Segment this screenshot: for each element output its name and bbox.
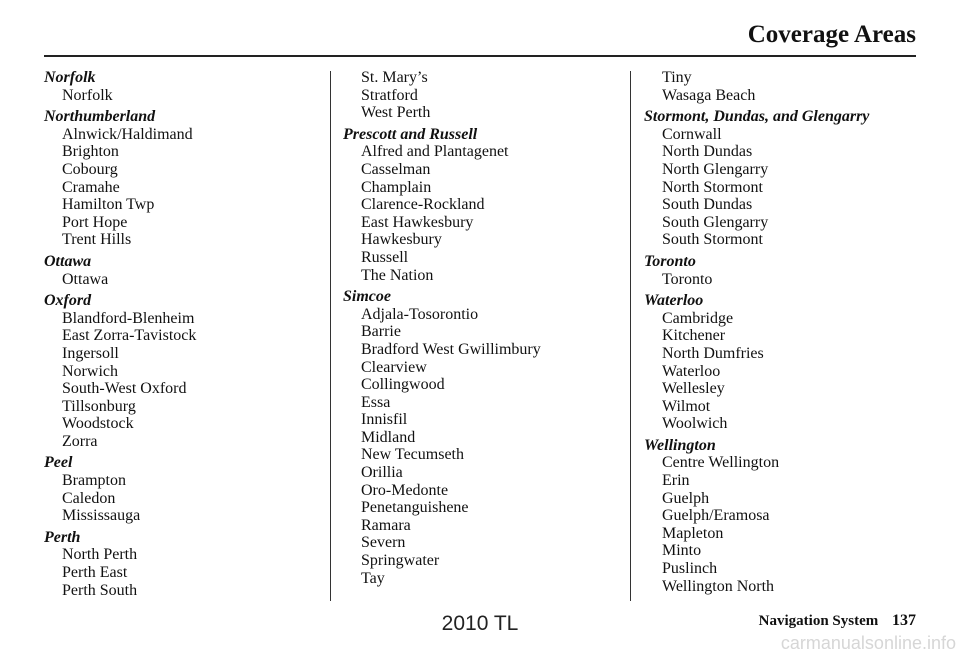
area-item: Tiny	[662, 69, 692, 86]
area-item: South Glengarry	[662, 213, 769, 231]
area-item: South-West Oxford	[62, 380, 187, 398]
area-item: Port Hope	[62, 213, 128, 231]
page-title: Coverage Areas	[747, 21, 916, 48]
area-item: Alfred and Plantagenet	[361, 143, 509, 161]
area-item: New Tecumseth	[361, 446, 464, 464]
column-divider	[330, 71, 331, 601]
region-title: Toronto	[644, 252, 696, 270]
coverage-column-1	[44, 69, 324, 603]
area-item: Cornwall	[662, 125, 722, 143]
area-item: Woodstock	[62, 415, 134, 433]
area-item: Wellington North	[662, 577, 775, 595]
area-item: Mapleton	[662, 524, 724, 542]
region-title: Waterloo	[644, 292, 704, 310]
area-item: Blandford-Blenheim	[62, 309, 195, 327]
area-item: South Stormont	[662, 231, 763, 249]
area-item: Penetanguishene	[361, 499, 469, 517]
area-item: Norfolk	[62, 86, 113, 104]
area-item: South Dundas	[662, 196, 753, 214]
area-item: Centre Wellington	[662, 454, 780, 472]
area-item: Norwich	[62, 362, 118, 380]
area-item: Adjala-Tosorontio	[361, 305, 479, 323]
area-item: Champlain	[361, 178, 432, 196]
region-title: Oxford	[44, 292, 92, 310]
region-section	[343, 288, 623, 587]
area-item: North Glengarry	[662, 160, 769, 178]
area-item: Tay	[361, 569, 385, 587]
area-item: Severn	[361, 534, 406, 552]
area-item: Guelph	[662, 489, 710, 507]
region-section	[343, 126, 623, 284]
region-title: Wellington	[644, 436, 716, 454]
region-section	[44, 454, 324, 524]
area-item: Collingwood	[361, 376, 445, 394]
area-item: Trent Hills	[62, 231, 132, 249]
area-item: Mississauga	[62, 507, 141, 525]
area-item: Stratford	[361, 86, 418, 104]
site-watermark: carmanualsonline.info	[780, 633, 956, 653]
region-section	[44, 69, 324, 104]
region-section	[644, 69, 924, 104]
region-title: Simcoe	[343, 288, 391, 306]
region-title: Perth	[44, 528, 81, 546]
area-item: Wilmot	[662, 397, 711, 415]
region-section	[644, 292, 924, 433]
region-section	[644, 108, 924, 249]
area-item: Innisfil	[361, 411, 408, 429]
area-item: West Perth	[361, 104, 431, 122]
area-item: Bradford West Gwillimbury	[361, 340, 541, 358]
area-item: Ingersoll	[62, 344, 119, 362]
region-title: Prescott and Russell	[343, 125, 478, 143]
model-watermark: 2010 TL	[441, 612, 519, 635]
region-section	[44, 529, 324, 599]
area-item: North Stormont	[662, 178, 763, 196]
header-rule	[44, 55, 916, 57]
area-item: Orillia	[361, 464, 403, 482]
area-item: Springwater	[361, 552, 440, 570]
area-item: Cambridge	[662, 309, 734, 327]
area-item: Wellesley	[662, 380, 725, 398]
area-item: East Hawkesbury	[361, 213, 474, 231]
area-item: Ottawa	[62, 270, 109, 288]
area-item: Russell	[361, 248, 409, 266]
area-item: Perth East	[62, 564, 128, 582]
area-item: Perth South	[62, 581, 138, 599]
area-item: Woolwich	[662, 415, 728, 433]
coverage-column-3	[644, 69, 924, 599]
area-item: Erin	[662, 472, 690, 490]
coverage-column-2	[343, 69, 623, 591]
region-title: Stormont, Dundas, and Glengarry	[644, 108, 870, 126]
area-item: Waterloo	[662, 362, 721, 380]
area-item: Clearview	[361, 358, 427, 376]
area-item: St. Mary’s	[361, 69, 428, 86]
area-item: Brampton	[62, 472, 126, 490]
area-item: Midland	[361, 428, 416, 446]
area-item: Hawkesbury	[361, 231, 442, 249]
region-title: Peel	[44, 454, 73, 472]
area-item: Puslinch	[662, 560, 718, 578]
area-item: Alnwick/Haldimand	[62, 125, 193, 143]
region-title: Norfolk	[44, 69, 96, 86]
region-section	[644, 437, 924, 595]
area-item: Zorra	[62, 432, 98, 450]
area-item: The Nation	[361, 266, 434, 284]
region-section	[343, 69, 623, 122]
footer-label: Navigation System	[758, 613, 879, 629]
area-item: North Dundas	[662, 143, 753, 161]
area-item: Cramahe	[62, 178, 120, 196]
region-title: Northumberland	[44, 108, 156, 126]
area-item: Toronto	[662, 270, 713, 288]
area-item: Hamilton Twp	[62, 196, 155, 214]
region-section	[644, 253, 924, 288]
column-divider	[630, 71, 631, 601]
area-item: Tillsonburg	[62, 397, 136, 415]
area-item: East Zorra-Tavistock	[62, 327, 197, 345]
area-item: Cobourg	[62, 160, 118, 178]
area-item: Brighton	[62, 143, 119, 161]
area-item: North Dumfries	[662, 344, 764, 362]
region-section	[44, 253, 324, 288]
area-item: Barrie	[361, 323, 401, 341]
region-section	[44, 108, 324, 249]
area-item: Ramara	[361, 516, 411, 534]
area-item: Wasaga Beach	[662, 86, 756, 104]
region-section	[44, 292, 324, 450]
page-number: 137	[892, 612, 916, 629]
area-item: Guelph/Eramosa	[662, 507, 770, 525]
area-item: Oro-Medonte	[361, 481, 449, 499]
region-title: Ottawa	[44, 252, 92, 270]
area-item: Clarence-Rockland	[361, 196, 485, 214]
area-item: North Perth	[62, 546, 138, 564]
area-item: Kitchener	[662, 327, 726, 345]
area-item: Essa	[361, 393, 391, 411]
area-item: Minto	[662, 542, 702, 560]
area-item: Casselman	[361, 160, 431, 178]
area-item: Caledon	[62, 489, 116, 507]
